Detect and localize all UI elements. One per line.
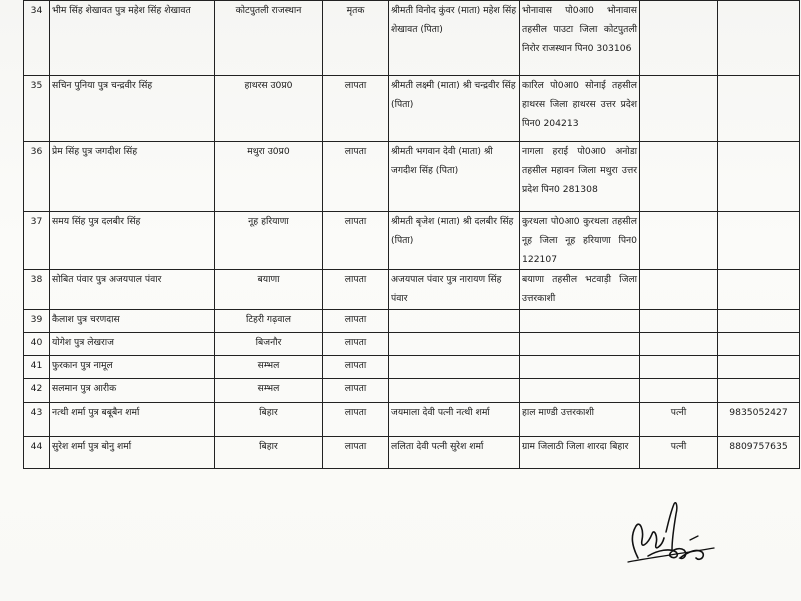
address-cell	[520, 333, 640, 356]
person-name-cell: सुरेश शर्मा पुत्र बोनु शर्मा	[50, 437, 215, 469]
relative-details-cell: श्रीमती भगवान देवी (माता) श्री जगदीश सिंह (पिता)	[389, 142, 520, 212]
status-cell: लापता	[323, 403, 389, 437]
relation-cell	[640, 1, 718, 76]
relative-details-cell: श्रीमती बृजेश (माता) श्री दलबीर सिंह (पिता)	[389, 212, 520, 270]
relative-details-cell	[389, 333, 520, 356]
status-cell: लापता	[323, 356, 389, 379]
phone-number-cell	[718, 333, 800, 356]
serial-number-cell: 40	[24, 333, 50, 356]
relative-details-cell: ललिता देवी पत्नी सुरेश शर्मा	[389, 437, 520, 469]
relative-details-cell: जयमाला देवी पत्नी नत्थी शर्मा	[389, 403, 520, 437]
place-cell: कोटपुतली राजस्थान	[215, 1, 323, 76]
relation-cell	[640, 212, 718, 270]
relative-details-cell: श्रीमती लक्ष्मी (माता) श्री चन्द्रवीर सिंह (पिता)	[389, 76, 520, 142]
table-row	[24, 142, 800, 212]
person-name-cell: फुरकान पुत्र नामूल	[50, 356, 215, 379]
relation-cell	[640, 356, 718, 379]
relative-details-cell: श्रीमती विनोद कुंवर (माता) महेश सिंह शेखावत (पिता)	[389, 1, 520, 76]
phone-number-cell	[718, 76, 800, 142]
person-name-cell: कैलाश पुत्र चरणदास	[50, 310, 215, 333]
relative-details-cell: अजयपाल पंवार पुत्र नारायण सिंह पंवार	[389, 270, 520, 310]
person-name-cell: सलमान पुत्र आरीक	[50, 379, 215, 403]
place-cell: नूह हरियाणा	[215, 212, 323, 270]
relation-cell	[640, 142, 718, 212]
address-cell: कारिल पो0आ0 सोनाई तहसील हाथरस जिला हाथरस उत्तर प्रदेश पिन0 204213	[520, 76, 640, 142]
serial-number-cell: 39	[24, 310, 50, 333]
address-cell	[520, 356, 640, 379]
serial-number-cell: 42	[24, 379, 50, 403]
status-cell: लापता	[323, 379, 389, 403]
status-cell: लापता	[323, 76, 389, 142]
address-cell: भोनावास पो0आ0 भोनावास तहसील पाउटा जिला कोटपुतली निरोर राजस्थान पिन0 303106	[520, 1, 640, 76]
table-row	[24, 310, 800, 333]
place-cell: बिजनौर	[215, 333, 323, 356]
table-row	[24, 356, 800, 379]
phone-number-cell	[718, 1, 800, 76]
status-cell: लापता	[323, 212, 389, 270]
serial-number-cell: 37	[24, 212, 50, 270]
person-name-cell: सचिन पुनिया पुत्र चन्द्रवीर सिंह	[50, 76, 215, 142]
status-cell: लापता	[323, 437, 389, 469]
table-row	[24, 379, 800, 403]
relative-details-cell	[389, 310, 520, 333]
relative-details-cell	[389, 379, 520, 403]
table-row	[24, 333, 800, 356]
person-name-cell: भीम सिंह शेखावत पुत्र महेश सिंह शेखावत	[50, 1, 215, 76]
signature-image	[618, 496, 728, 576]
serial-number-cell: 44	[24, 437, 50, 469]
address-cell	[520, 310, 640, 333]
phone-number-cell	[718, 142, 800, 212]
phone-number-cell: 8809757635	[718, 437, 800, 469]
status-cell: मृतक	[323, 1, 389, 76]
place-cell: बिहार	[215, 437, 323, 469]
person-name-cell: योगेश पुत्र लेखराज	[50, 333, 215, 356]
place-cell: मथुरा उ0प्र0	[215, 142, 323, 212]
place-cell: टिहरी गढ़वाल	[215, 310, 323, 333]
phone-number-cell	[718, 212, 800, 270]
person-name-cell: सोबित पंवार पुत्र अजयपाल पंवार	[50, 270, 215, 310]
table-row	[24, 1, 800, 76]
status-cell: लापता	[323, 142, 389, 212]
address-cell: बयाणा तहसील भटवाड़ी जिला उत्तरकाशी	[520, 270, 640, 310]
status-cell: लापता	[323, 333, 389, 356]
person-name-cell: समय सिंह पुत्र दलबीर सिंह	[50, 212, 215, 270]
relation-cell: पत्नी	[640, 403, 718, 437]
phone-number-cell	[718, 356, 800, 379]
place-cell: बिहार	[215, 403, 323, 437]
relative-details-cell	[389, 356, 520, 379]
address-cell: हाल माण्डी उत्तरकाशी	[520, 403, 640, 437]
relation-cell	[640, 333, 718, 356]
table-row	[24, 212, 800, 270]
serial-number-cell: 35	[24, 76, 50, 142]
address-cell: नागला हराई पो0आ0 अनोडा तहसील महावन जिला मथुरा उत्तर प्रदेश पिन0 281308	[520, 142, 640, 212]
serial-number-cell: 34	[24, 1, 50, 76]
serial-number-cell: 41	[24, 356, 50, 379]
place-cell: सम्भल	[215, 379, 323, 403]
person-name-cell: नत्थी शर्मा पुत्र बबूबैन शर्मा	[50, 403, 215, 437]
status-cell: लापता	[323, 310, 389, 333]
serial-number-cell: 36	[24, 142, 50, 212]
address-cell	[520, 379, 640, 403]
relation-cell	[640, 270, 718, 310]
phone-number-cell: 9835052427	[718, 403, 800, 437]
table-row	[24, 437, 800, 469]
address-cell: कुरथला पो0आ0 कुरथला तहसील नूह जिला नूह हरियाणा पिन0 122107	[520, 212, 640, 270]
person-name-cell: प्रेम सिंह पुत्र जगदीश सिंह	[50, 142, 215, 212]
address-cell: ग्राम जिलाठी जिला शारदा बिहार	[520, 437, 640, 469]
place-cell: बयाणा	[215, 270, 323, 310]
relation-cell: पत्नी	[640, 437, 718, 469]
relation-cell	[640, 310, 718, 333]
relation-cell	[640, 76, 718, 142]
phone-number-cell	[718, 310, 800, 333]
relation-cell	[640, 379, 718, 403]
records-table	[23, 0, 800, 469]
table-row	[24, 270, 800, 310]
serial-number-cell: 43	[24, 403, 50, 437]
serial-number-cell: 38	[24, 270, 50, 310]
status-cell: लापता	[323, 270, 389, 310]
place-cell: सम्भल	[215, 356, 323, 379]
table-row	[24, 403, 800, 437]
table-row	[24, 76, 800, 142]
place-cell: हाथरस उ0प्र0	[215, 76, 323, 142]
phone-number-cell	[718, 379, 800, 403]
phone-number-cell	[718, 270, 800, 310]
